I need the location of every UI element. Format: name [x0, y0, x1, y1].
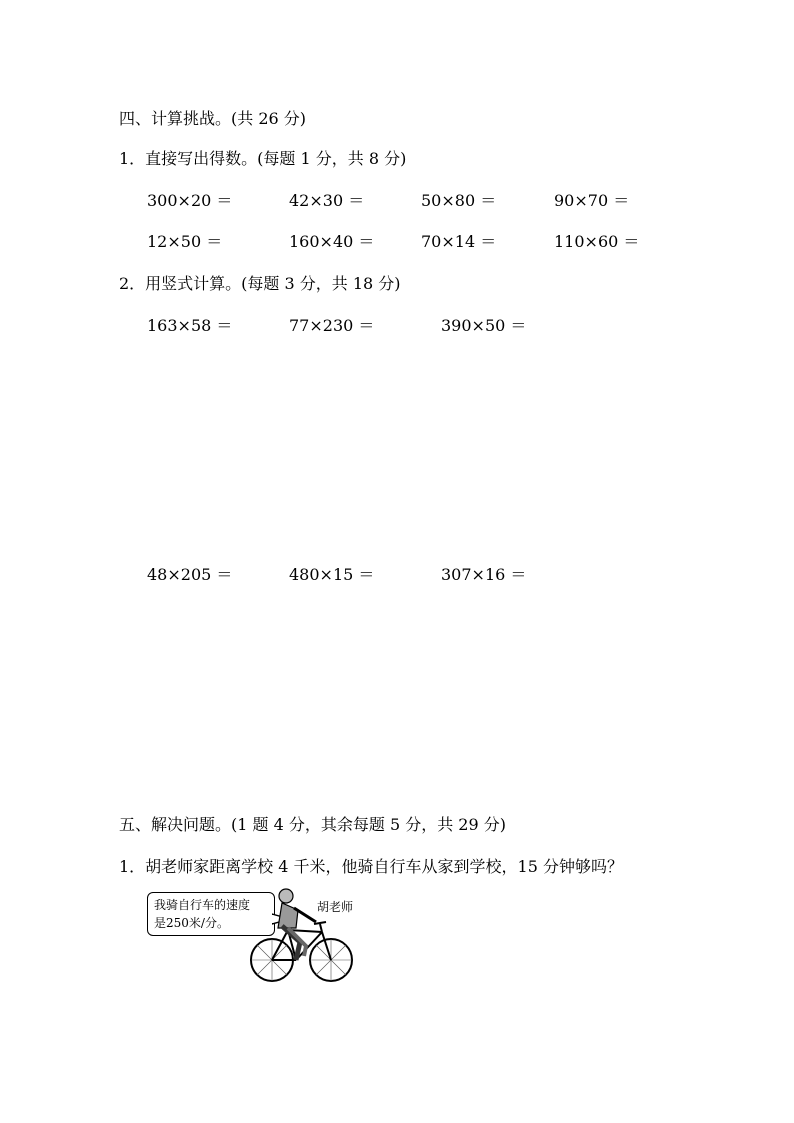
expression: 48×205 ＝ — [147, 565, 233, 584]
expression: 77×230 ＝ — [289, 316, 375, 335]
expression: 390×50 ＝ — [441, 316, 527, 335]
expression: 90×70 ＝ — [554, 191, 630, 210]
expression: 480×15 ＝ — [289, 565, 375, 584]
expression: 307×16 ＝ — [441, 565, 527, 584]
section-4-title: 四、计算挑战。(共 26 分) — [119, 109, 307, 128]
problem-1-title: 1．胡老师家距离学校 4 千米，他骑自行车从家到学校，15 分钟够吗？ — [119, 857, 623, 876]
teacher-name-label: 胡老师 — [317, 900, 354, 914]
question-1-title: 1．直接写出得数。(每题 1 分，共 8 分) — [119, 149, 407, 168]
speech-line: 是250米/分。 — [154, 916, 229, 930]
expression: 110×60 ＝ — [554, 232, 640, 251]
expression: 42×30 ＝ — [289, 191, 365, 210]
cyclist-illustration-icon — [248, 884, 358, 984]
speech-line: 我骑自行车的速度 — [154, 898, 251, 912]
expression: 163×58 ＝ — [147, 316, 233, 335]
expression: 160×40 ＝ — [289, 232, 375, 251]
expression: 50×80 ＝ — [421, 191, 497, 210]
expression: 70×14 ＝ — [421, 232, 497, 251]
expression: 300×20 ＝ — [147, 191, 233, 210]
expression: 12×50 ＝ — [147, 232, 223, 251]
section-5-title: 五、解决问题。(1 题 4 分，其余每题 5 分，共 29 分) — [119, 815, 506, 834]
question-2-title: 2．用竖式计算。(每题 3 分，共 18 分) — [119, 274, 401, 293]
